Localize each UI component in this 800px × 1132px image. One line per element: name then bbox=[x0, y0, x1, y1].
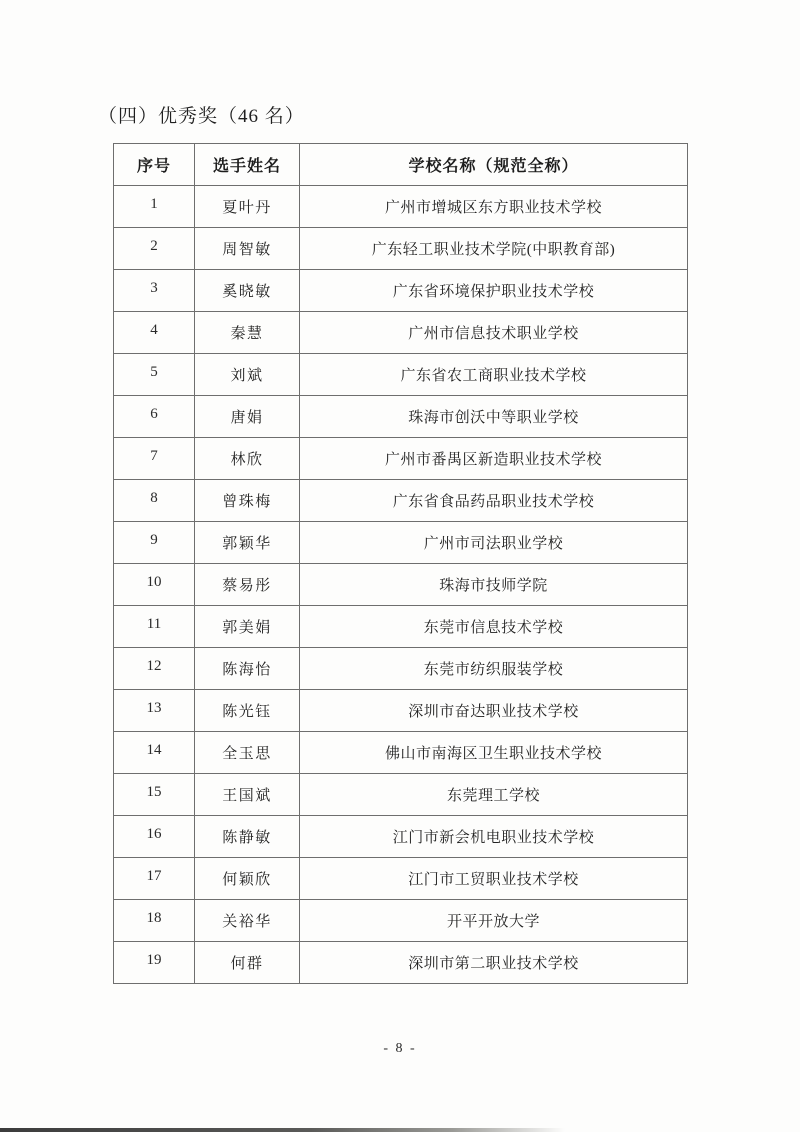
header-cell-contestant-name: 选手姓名 bbox=[195, 144, 300, 186]
row-number-cell: 18 bbox=[114, 900, 195, 942]
school-name-cell: 深圳市第二职业技术学校 bbox=[300, 942, 688, 984]
table-header bbox=[114, 144, 688, 186]
table-body bbox=[114, 186, 688, 984]
contestant-name-cell: 王国斌 bbox=[195, 774, 300, 816]
school-name-cell: 广东省环境保护职业技术学校 bbox=[300, 270, 688, 312]
table-row bbox=[114, 690, 688, 732]
row-number-cell: 19 bbox=[114, 942, 195, 984]
school-name-cell: 江门市工贸职业技术学校 bbox=[300, 858, 688, 900]
row-number-cell: 2 bbox=[114, 228, 195, 270]
contestant-name-cell: 林欣 bbox=[195, 438, 300, 480]
contestant-name-cell: 关裕华 bbox=[195, 900, 300, 942]
award-table bbox=[113, 143, 688, 984]
contestant-name-cell: 何颖欣 bbox=[195, 858, 300, 900]
contestant-name-cell: 夏叶丹 bbox=[195, 186, 300, 228]
school-name-cell: 广州市司法职业学校 bbox=[300, 522, 688, 564]
row-number-cell: 4 bbox=[114, 312, 195, 354]
table-row bbox=[114, 270, 688, 312]
table-header-row bbox=[114, 144, 688, 186]
table-row bbox=[114, 438, 688, 480]
header-cell-number: 序号 bbox=[114, 144, 195, 186]
contestant-name-cell: 奚晓敏 bbox=[195, 270, 300, 312]
school-name-cell: 广州市番禺区新造职业技术学校 bbox=[300, 438, 688, 480]
row-number-cell: 13 bbox=[114, 690, 195, 732]
contestant-name-cell: 郭美娟 bbox=[195, 606, 300, 648]
row-number-cell: 8 bbox=[114, 480, 195, 522]
table-row bbox=[114, 396, 688, 438]
table-row bbox=[114, 900, 688, 942]
school-name-cell: 东莞市信息技术学校 bbox=[300, 606, 688, 648]
school-name-cell: 广东轻工职业技术学院(中职教育部) bbox=[300, 228, 688, 270]
table-row bbox=[114, 732, 688, 774]
table-row bbox=[114, 312, 688, 354]
school-name-cell: 广州市增城区东方职业技术学校 bbox=[300, 186, 688, 228]
school-name-cell: 珠海市技师学院 bbox=[300, 564, 688, 606]
school-name-cell: 珠海市创沃中等职业学校 bbox=[300, 396, 688, 438]
school-name-cell: 广州市信息技术职业学校 bbox=[300, 312, 688, 354]
school-name-cell: 佛山市南海区卫生职业技术学校 bbox=[300, 732, 688, 774]
school-name-cell: 深圳市奋达职业技术学校 bbox=[300, 690, 688, 732]
school-name-cell: 江门市新会机电职业技术学校 bbox=[300, 816, 688, 858]
table-row bbox=[114, 564, 688, 606]
row-number-cell: 16 bbox=[114, 816, 195, 858]
table-row bbox=[114, 648, 688, 690]
school-name-cell: 东莞市纺织服装学校 bbox=[300, 648, 688, 690]
row-number-cell: 6 bbox=[114, 396, 195, 438]
row-number-cell: 17 bbox=[114, 858, 195, 900]
table-row bbox=[114, 816, 688, 858]
table-row bbox=[114, 522, 688, 564]
contestant-name-cell: 郭颖华 bbox=[195, 522, 300, 564]
table-row bbox=[114, 942, 688, 984]
row-number-cell: 10 bbox=[114, 564, 195, 606]
contestant-name-cell: 全玉思 bbox=[195, 732, 300, 774]
row-number-cell: 12 bbox=[114, 648, 195, 690]
table-row bbox=[114, 354, 688, 396]
contestant-name-cell: 秦慧 bbox=[195, 312, 300, 354]
school-name-cell: 广东省农工商职业技术学校 bbox=[300, 354, 688, 396]
row-number-cell: 1 bbox=[114, 186, 195, 228]
header-cell-school-name: 学校名称（规范全称） bbox=[300, 144, 688, 186]
row-number-cell: 9 bbox=[114, 522, 195, 564]
scan-artifact-line bbox=[0, 1128, 565, 1132]
row-number-cell: 11 bbox=[114, 606, 195, 648]
contestant-name-cell: 陈静敏 bbox=[195, 816, 300, 858]
row-number-cell: 3 bbox=[114, 270, 195, 312]
table-row bbox=[114, 228, 688, 270]
school-name-cell: 广东省食品药品职业技术学校 bbox=[300, 480, 688, 522]
contestant-name-cell: 周智敏 bbox=[195, 228, 300, 270]
contestant-name-cell: 陈海怡 bbox=[195, 648, 300, 690]
row-number-cell: 7 bbox=[114, 438, 195, 480]
school-name-cell: 东莞理工学校 bbox=[300, 774, 688, 816]
row-number-cell: 15 bbox=[114, 774, 195, 816]
school-name-cell: 开平开放大学 bbox=[300, 900, 688, 942]
table-row bbox=[114, 858, 688, 900]
contestant-name-cell: 蔡易彤 bbox=[195, 564, 300, 606]
page-number: - 8 - bbox=[383, 1041, 417, 1056]
contestant-name-cell: 刘斌 bbox=[195, 354, 300, 396]
contestant-name-cell: 何群 bbox=[195, 942, 300, 984]
table-row bbox=[114, 606, 688, 648]
table-row bbox=[114, 186, 688, 228]
row-number-cell: 5 bbox=[114, 354, 195, 396]
contestant-name-cell: 曾珠梅 bbox=[195, 480, 300, 522]
table-row bbox=[114, 774, 688, 816]
row-number-cell: 14 bbox=[114, 732, 195, 774]
table-row bbox=[114, 480, 688, 522]
section-title: （四）优秀奖（46 名） bbox=[98, 106, 305, 127]
contestant-name-cell: 陈光钰 bbox=[195, 690, 300, 732]
contestant-name-cell: 唐娟 bbox=[195, 396, 300, 438]
